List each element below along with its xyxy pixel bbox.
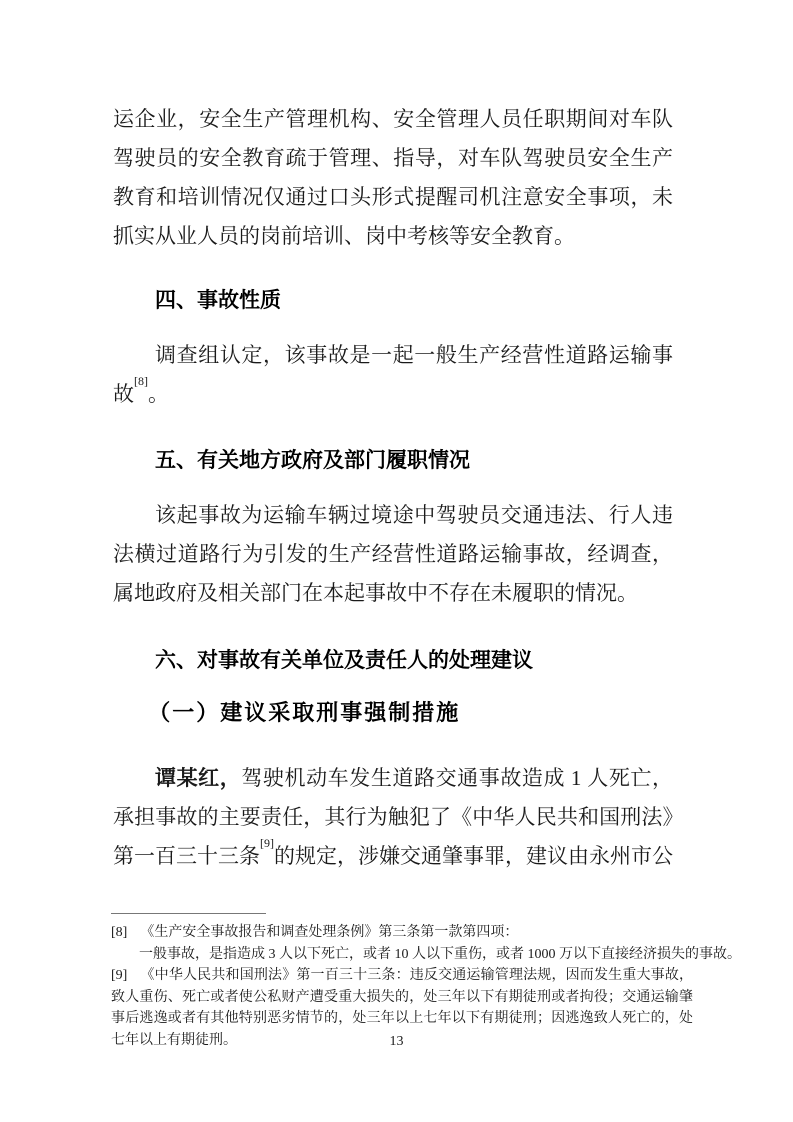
paragraph-accident-nature [113, 336, 673, 414]
paragraph-continuation: 运企业，安全生产管理机构、安全管理人员任职期间对车队驾驶员的安全教育疏于管理、指导，对车队驾驶员安全生产教育和培训情况仅通过口头形式提醒司机注意安全事项，未抓实从业人员的岗前培训、岗中考核等安全教育。 [113, 107, 673, 248]
paragraph-government-duty: 该起事故为运输车辆过境途中驾驶员交通违法、行人违法横过道路行为引发的生产经营性道路运输事故，经调查，属地政府及相关部门在本起事故中不存在未履职的情况。 [113, 503, 673, 605]
paragraph-text: 驾驶机动车发生道路交通事故造成 1 人死亡，承担事故的主要责任，其行为触犯了《中华人民共和国刑法》第一百三十三条 [113, 766, 674, 868]
paragraph-text: 调查组认定，该事故是一起一般生产经营性道路运输事故 [113, 343, 673, 406]
paragraph-driver-responsibility [113, 759, 673, 876]
paragraph-text: 。 [148, 382, 169, 406]
footnote-separator [111, 913, 266, 914]
footnote-8-text: 《生产安全事故报告和调查处理条例》第三条第一款第四项： [140, 925, 519, 940]
footnote-ref-8: [8] [134, 374, 148, 388]
footnote-8-line1 [111, 922, 693, 944]
footnote-8-marker: [8] [111, 925, 128, 940]
footnotes-area [111, 922, 741, 1051]
section-heading-government-duty: 五、有关地方政府及部门履职情况 [155, 449, 470, 472]
footnote-9-marker: [9] [111, 968, 128, 983]
page-number: 13 [389, 1034, 404, 1049]
paragraph-text: 的规定，涉嫌交通肇事罪，建议由永州市公 [274, 844, 673, 868]
person-name: 谭某红， [155, 766, 242, 790]
section-heading-accident-nature: 四、事故性质 [155, 289, 281, 312]
footnote-ref-9: [9] [260, 836, 274, 850]
footnote-8-line2: 一般事故，是指造成 3 人以下死亡，或者 10 人以下重伤，或者 1000 万以下直接经济损失的事故。 [139, 946, 741, 962]
footnote-9-text: 《中华人民共和国刑法》第一百三十三条：违反交通运输管理法规，因而发生重大事故，致人重伤、死亡或者使公私财产遭受重大损失的，处三年以下有期徒刑或者拘役；交通运输肇事后逃逸或者有其他特别恶劣情节的，处三年以上七年以下有期徒刑；因逃逸致人死亡的，处七年以上有期徒刑。 [111, 968, 693, 1048]
subsection-heading-criminal-measures: （一）建议采取刑事强制措施 [148, 700, 461, 725]
section-heading-handling-suggestions: 六、对事故有关单位及责任人的处理建议 [155, 649, 533, 672]
